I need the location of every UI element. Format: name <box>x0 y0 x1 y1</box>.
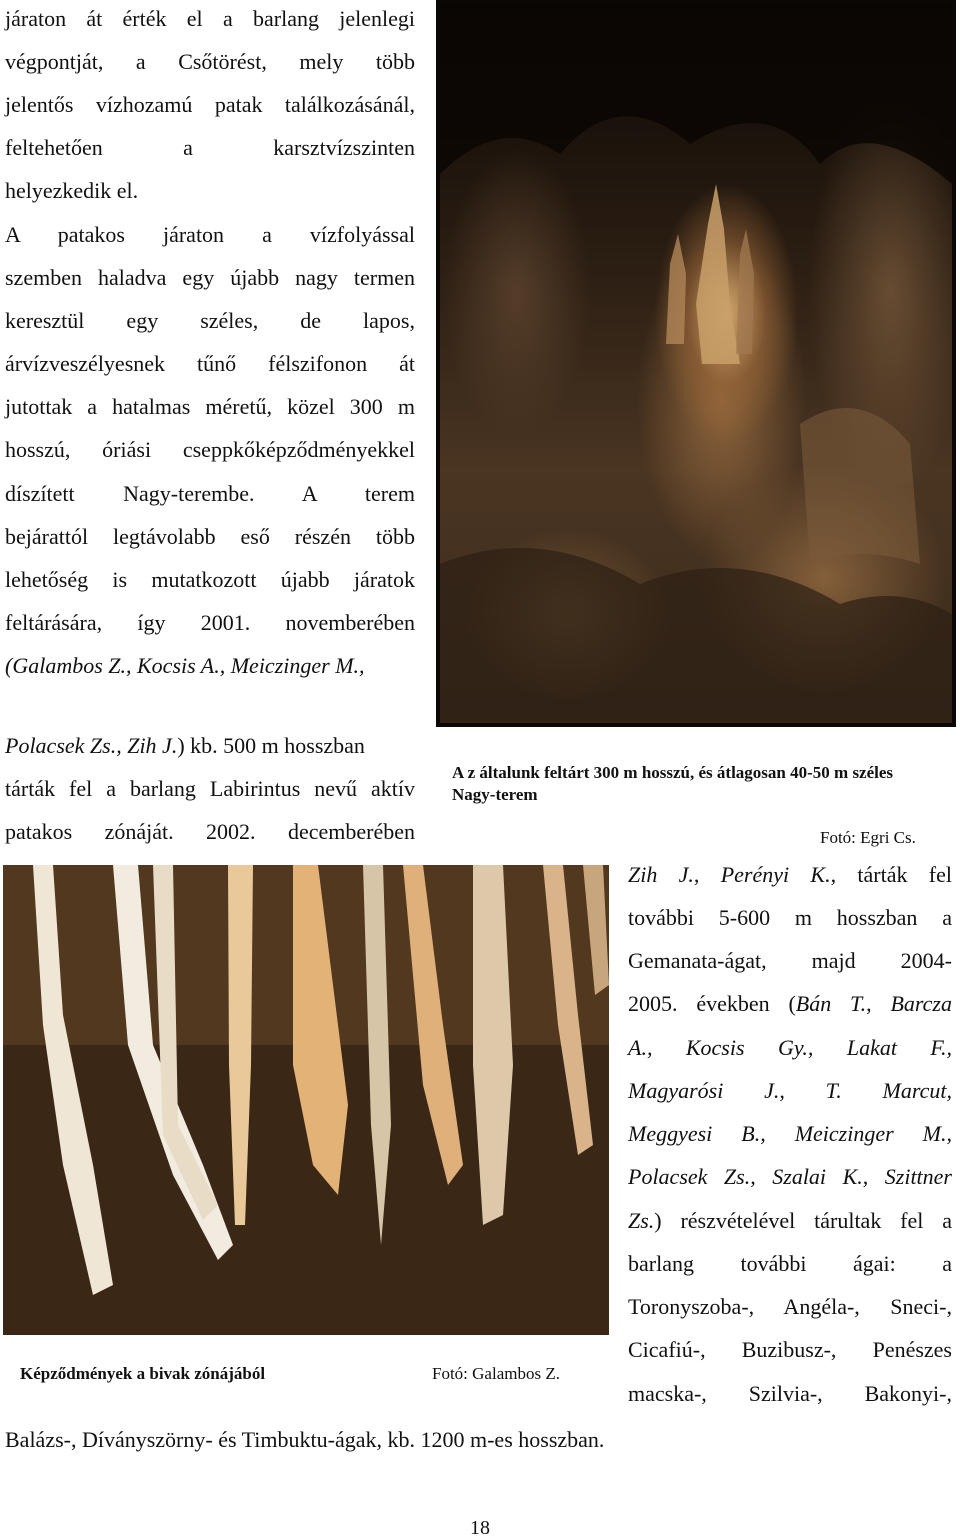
text-line: árvízveszélyesnek tűnő félszifonon át <box>5 351 415 376</box>
text-line: hosszú, óriási cseppkőképződményekkel <box>5 437 415 462</box>
text-line: feltárására, így 2001. novemberében <box>5 610 415 635</box>
text-line: jutottak a hatalmas méretű, közel 300 m <box>5 394 415 419</box>
photo-credit: Fotó: Egri Cs. <box>820 828 916 847</box>
text-line: Polacsek Zs., Szalai K., Szittner <box>628 1164 952 1189</box>
text-line: 2005. években (Bán T., Barcza <box>628 991 952 1016</box>
text-line: helyezkedik el. <box>5 178 139 203</box>
text-line: szemben haladva egy újabb nagy termen <box>5 265 415 290</box>
text-line: Magyarósi J., T. Marcut, <box>628 1078 952 1103</box>
text-line: macska-, Szilvia-, Bakonyi-, <box>628 1381 952 1406</box>
text-line: Meggyesi B., Meiczinger M., <box>628 1121 952 1146</box>
text-line: jelentős vízhozamú patak találkozásánál, <box>5 92 415 117</box>
text-line: Zs.) részvételével tárultak fel a <box>628 1208 952 1233</box>
photo-caption: A z általunk feltárt 300 m hosszú, és átlagosan 40-50 m széles Nagy-terem <box>452 763 894 804</box>
text-line: (Galambos Z., Kocsis A., Meiczinger M., <box>5 653 365 678</box>
cave-hall-photo <box>436 0 956 727</box>
text-line: feltehetően a karsztvízszinten <box>5 135 415 160</box>
text-line: bejárattól legtávolabb eső részén több <box>5 524 415 549</box>
photo-credit: Fotó: Galambos Z. <box>432 1364 560 1383</box>
text-line: barlang további ágai: a <box>628 1251 952 1276</box>
photo-caption: Képződmények a bivak zónájából <box>20 1364 266 1383</box>
page-number: 18 <box>470 1517 490 1539</box>
text-line: lehetőség is mutatkozott újabb járatok <box>5 567 415 592</box>
text-line: keresztül egy széles, de lapos, <box>5 308 415 333</box>
text-line: Gemanata-ágat, majd 2004- <box>628 948 952 973</box>
text-line: Zih J., Perényi K., tárták fel <box>628 862 952 887</box>
text-line: Toronyszoba-, Angéla-, Sneci-, <box>628 1294 952 1319</box>
formations-photo <box>3 865 609 1335</box>
text-line: további 5-600 m hosszban a <box>628 905 952 930</box>
text-line: patakos zónáját. 2002. decemberében <box>5 819 415 844</box>
text-line: Polacsek Zs., Zih J.) kb. 500 m hosszban <box>5 733 365 758</box>
text-line: Cicafiú-, Buzibusz-, Penészes <box>628 1337 952 1362</box>
text-line: tárták fel a barlang Labirintus nevű aktív <box>5 776 415 801</box>
text-line: Balázs-, Díványszörny- és Timbuktu-ágak, kb. 1200 m-es hosszban. <box>5 1427 605 1452</box>
text-line: végpontját, a Csőtörést, mely több <box>5 49 415 74</box>
text-line: A patakos járaton a vízfolyással <box>5 222 415 247</box>
text-line: díszített Nagy-terembe. A terem <box>5 481 415 506</box>
text-line: járaton át érték el a barlang jelenlegi <box>5 6 415 31</box>
text-line: A., Kocsis Gy., Lakat F., <box>628 1035 952 1060</box>
